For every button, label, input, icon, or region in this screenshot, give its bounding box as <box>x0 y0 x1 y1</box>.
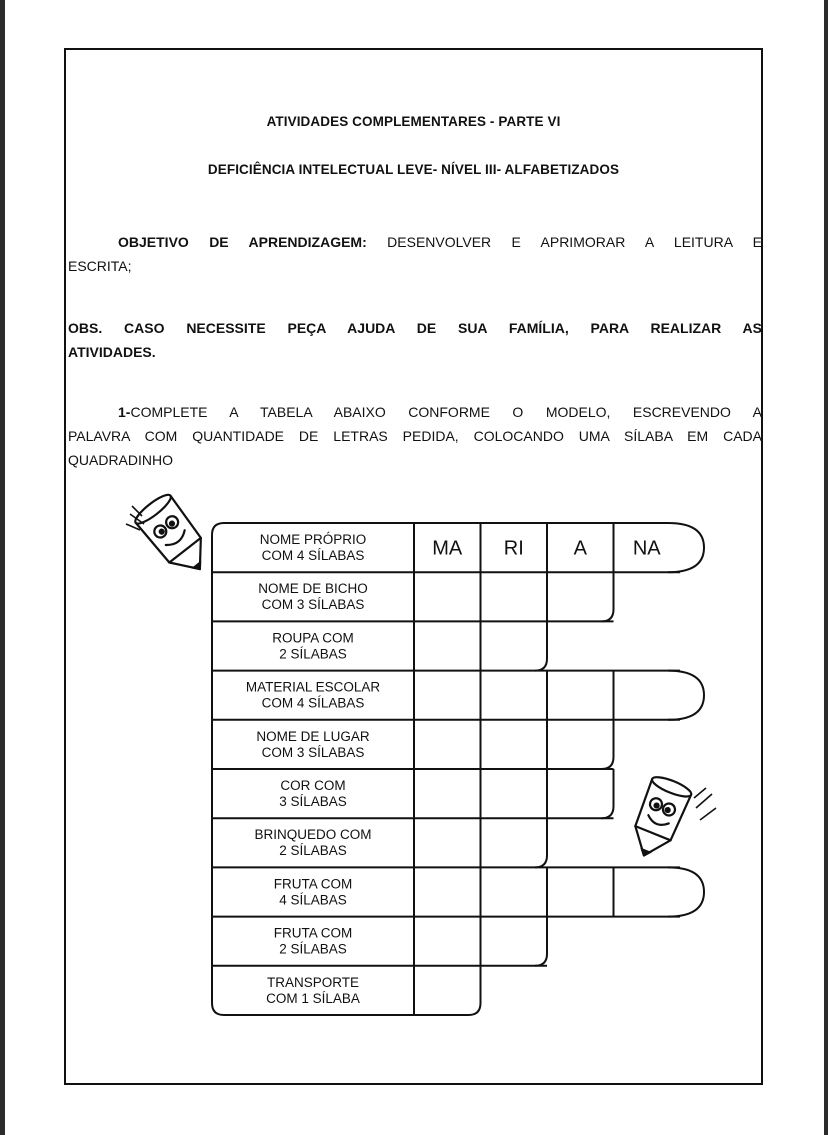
syllable-cell[interactable] <box>549 574 612 619</box>
syllable-cell[interactable] <box>549 722 612 767</box>
syllable-cell[interactable] <box>416 869 479 914</box>
obs-line-1: OBS. CASO NECESSITE PEÇA AJUDA DE SUA FAMÍLIA, PARA REALIZAR AS <box>68 320 762 336</box>
syllable-cell[interactable] <box>416 574 479 619</box>
syllable-cell[interactable] <box>483 623 546 668</box>
row-label-line2: COM 4 SÍLABAS <box>261 548 365 563</box>
syllable-cell[interactable] <box>483 722 546 767</box>
syllable-cell[interactable] <box>616 869 679 914</box>
syllable-cell[interactable] <box>483 771 546 816</box>
row-label-line2: COM 1 SÍLABA <box>266 990 360 1006</box>
syllable-cell[interactable] <box>416 820 479 865</box>
syllable-cell[interactable] <box>549 673 612 718</box>
syllable-cell[interactable] <box>616 673 679 718</box>
syllable-cell[interactable] <box>416 623 479 668</box>
objective-text: DESENVOLVER E APRIMORAR A LEITURA E <box>387 234 762 250</box>
syllable-cell[interactable] <box>416 968 479 1013</box>
syllable-cell[interactable] <box>549 771 612 816</box>
row-label-line2: 2 SÍLABAS <box>279 646 347 662</box>
syllable-cell[interactable] <box>416 771 479 816</box>
row-label-line1: ROUPA COM <box>272 630 354 646</box>
answer-syllable: A <box>573 537 587 560</box>
question-number: 1- <box>118 404 131 420</box>
worksheet-subtitle: DEFICIÊNCIA INTELECTUAL LEVE- NÍVEL III- ALFABETIZADOS <box>207 162 620 177</box>
obs-line-2: ATIVIDADES. <box>68 344 156 360</box>
row-label-line1: FRUTA COM <box>273 925 353 941</box>
syllable-cell[interactable] <box>416 722 479 767</box>
row-label-line2: 2 SÍLABAS <box>279 941 347 957</box>
answer-syllable: MA <box>432 537 463 560</box>
syllable-cell[interactable] <box>416 919 479 964</box>
objective-label: OBJETIVO DE APRENDIZAGEM: <box>118 234 367 250</box>
row-label-line2: 2 SÍLABAS <box>279 843 347 859</box>
row-label-line1: NOME DE LUGAR <box>256 728 370 744</box>
row-label-line2: 3 SÍLABAS <box>279 794 347 809</box>
question-text-line3: QUADRADINHO <box>68 452 174 468</box>
syllable-cell[interactable] <box>416 673 479 718</box>
syllable-cell[interactable] <box>483 574 546 619</box>
syllable-cell[interactable] <box>483 869 546 914</box>
question-text-line1: COMPLETE A TABELA ABAIXO CONFORME O MODELO, ESCREVENDO A <box>130 404 762 420</box>
syllable-cell[interactable] <box>483 673 546 718</box>
answer-syllable: NA <box>632 537 661 560</box>
row-label-line1: BRINQUEDO COM <box>254 827 372 843</box>
row-label-line1: NOME DE BICHO <box>258 581 368 597</box>
syllable-cell[interactable] <box>483 919 546 964</box>
objective-text-line2: ESCRITA; <box>68 258 132 274</box>
syllable-cell[interactable] <box>483 820 546 865</box>
worksheet-title: ATIVIDADES COMPLEMENTARES - PARTE VI <box>266 114 561 129</box>
row-label-line2: COM 3 SÍLABAS <box>261 744 365 760</box>
row-label-line1: TRANSPORTE <box>266 974 360 990</box>
row-label-line2: COM 3 SÍLABAS <box>261 597 365 613</box>
row-label-line2: COM 4 SÍLABAS <box>261 695 365 711</box>
row-rounded-end <box>668 523 704 572</box>
answer-syllable: RI <box>503 537 524 560</box>
row-label-line1: FRUTA COM <box>273 876 353 892</box>
row-label-line1: MATERIAL ESCOLAR <box>245 679 381 695</box>
row-label-line1: NOME PRÓPRIO <box>259 532 367 547</box>
row-label-line1: COR COM <box>280 778 346 793</box>
syllable-cell[interactable] <box>549 869 612 914</box>
question-text-line2: PALAVRA COM QUANTIDADE DE LETRAS PEDIDA, COLOCANDO UMA SÍLABA EM CADA <box>68 428 762 444</box>
row-label-line2: 4 SÍLABAS <box>279 892 347 908</box>
